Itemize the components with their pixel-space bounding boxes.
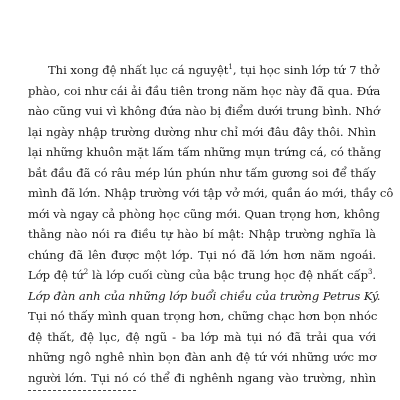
footnote-mark: 3 xyxy=(367,268,373,277)
text-line: thằng nào nói ra điều tự hào bí mật: Nhập trường nghĩa là xyxy=(28,227,376,241)
text-line: Lớp đàn anh của những lớp buổi chiều của trường Petrus Ký. xyxy=(28,288,381,303)
footnote-separator xyxy=(28,390,136,391)
text-line: bắt đầu đã có râu mép lún phún như tấm gương soi để thấy xyxy=(28,165,376,180)
text-line: mới và ngay cả phòng học cũng mới. Quan trọng hơn, không xyxy=(28,206,380,221)
text-line xyxy=(28,265,376,286)
text-line: lại ngày nhập trường dường như chỉ mới đâu đây thôi. Nhìn xyxy=(28,124,376,139)
text-line: nào cũng vui vì không đứa nào bị điểm dưới trung bình. Nhớ xyxy=(28,104,380,118)
text-line: đệ thất, đệ lục, đệ ngũ - ba lớp mà tụi nó đã trải qua với xyxy=(28,329,376,344)
footnote-mark: 1 xyxy=(228,63,233,72)
text-span: . xyxy=(372,268,376,282)
text-line: lại những khuôn mặt lấm tấm những mụn trứng cá, có thằng xyxy=(28,145,382,159)
text-line: những ngô nghê nhìn bọn đàn anh đệ tứ với những ước mơ xyxy=(28,350,376,364)
text-line: mình đã lớn. Nhập trường với tập vở mới, quần áo mới, thầy cô xyxy=(28,186,394,200)
text-span: , tụi học sinh lớp tứ 7 thở xyxy=(232,63,380,77)
text-line: phào, coi như cái ải đầu tiên trong năm học này đã qua. Đứa xyxy=(28,83,381,98)
footnote-mark: 2 xyxy=(83,268,89,277)
text-line: Tụi nó thấy mình quan trọng hơn, chững chạc hơn bọn nhóc xyxy=(28,309,378,323)
body-paragraph xyxy=(28,60,394,388)
text-span: Thi xong đệ nhất lục cá nguyệt xyxy=(48,63,229,77)
text-line xyxy=(28,60,380,81)
text-span: Lớp đệ tứ xyxy=(28,268,84,282)
text-line: chúng đã lên được một lớp. Tụi nó đã lớn hơn năm ngoái. xyxy=(28,247,376,262)
text-line: người lớn. Tụi nó có thể đi nghênh ngang vào trường, nhìn xyxy=(28,370,376,385)
text-span: là lớp cuối cùng của bậc trung học đệ nhất cấp xyxy=(88,268,368,282)
